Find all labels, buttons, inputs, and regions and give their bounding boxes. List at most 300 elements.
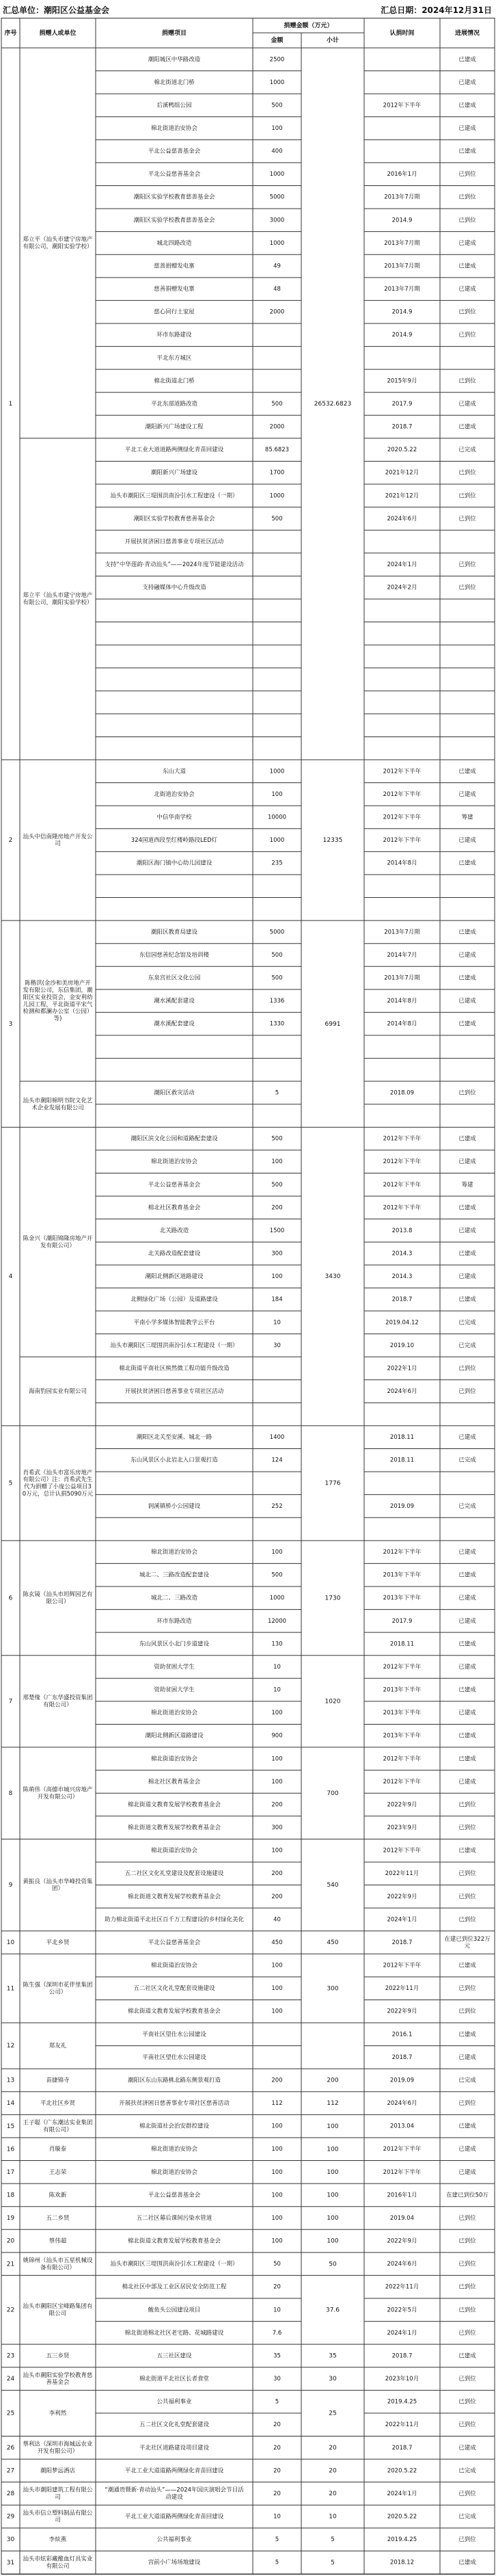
- row-progress: 已建成: [458, 1158, 476, 1166]
- row-project: 资助贫困大学生: [154, 1686, 195, 1694]
- donor-name: 汕头市潮阳棉明书院文化艺术企业发展有限公司: [23, 1098, 93, 1112]
- row-progress: 已建成: [458, 951, 476, 959]
- row-project: 北街道治安协会: [154, 791, 195, 798]
- row-project: 潮阳区海门镇中心幼儿园建设: [136, 860, 212, 867]
- group-subtotal: 37.6: [325, 2307, 340, 2314]
- group-subtotal: 100: [327, 2168, 339, 2176]
- row-project: 棉北街道治安协会: [150, 2168, 198, 2176]
- row-project: 潮阳区东山东路桃北路东侧景观打造: [127, 2077, 221, 2084]
- row-project: 五二社区幕后课间污染水管道: [136, 2214, 212, 2222]
- row-progress: 已建成: [458, 102, 476, 109]
- row-pledge-date: 2012年下半年: [383, 1204, 422, 1212]
- donor-name: 汕头中信南隆房地产开发公司: [23, 833, 93, 848]
- donor-name: 姚锦州（汕头市五星机械设备有限公司）: [23, 2257, 93, 2272]
- row-project: 鲅鱼头公园建设项目: [148, 2307, 201, 2314]
- row-pledge-date: 2014.3: [391, 1250, 413, 1258]
- row-amount: 200: [271, 1893, 283, 1900]
- row-progress: 已建成: [458, 1273, 476, 1281]
- row-progress: 已到位: [458, 2376, 476, 2383]
- row-progress: 在建已到位322万元: [444, 1935, 491, 1950]
- group-seq: 5: [8, 1480, 13, 1487]
- row-pledge-date: 2022年9月: [387, 1893, 417, 1900]
- row-amount: 1400: [269, 1434, 285, 1442]
- row-project: 平北东部道路改造: [150, 400, 198, 408]
- row-project: 潮阳城区中华路改造: [148, 56, 201, 64]
- row-pledge-date: 2022年9月: [387, 1801, 417, 1809]
- row-project: 棉北街道文教育发展学校教育基金会: [127, 1893, 221, 1900]
- row-project: 五二社区文化礼堂建设及配套设施建设: [124, 1870, 224, 1878]
- row-project: 棉北街道治安协会: [150, 1755, 198, 1763]
- row-pledge-date: 2014年8月: [387, 998, 417, 1005]
- group-subtotal: 100: [327, 2238, 339, 2245]
- row-project: 棉北街道治安协会: [150, 1847, 198, 1855]
- group-seq: 23: [6, 2352, 15, 2360]
- row-amount: 100: [271, 2168, 283, 2176]
- row-amount: 100: [271, 2192, 283, 2199]
- row-pledge-date: 2017.9: [391, 1617, 413, 1625]
- row-amount: 10: [273, 2513, 281, 2521]
- row-progress: 已完成: [458, 1342, 476, 1349]
- row-progress: 已建成: [458, 125, 476, 133]
- row-project: 慈善捐赠发电寨: [154, 263, 195, 270]
- row-progress: 已建成: [458, 2146, 476, 2153]
- row-amount: 10: [273, 1663, 281, 1671]
- group-seq: 25: [6, 2410, 15, 2417]
- row-pledge-date: 2015年9月: [387, 377, 417, 385]
- row-project: 棉北街道治安协会: [150, 1962, 198, 1969]
- row-project: 棉北街道文教育发展学校教育基金会: [127, 2008, 221, 2015]
- row-pledge-date: 2024年1月: [387, 561, 417, 569]
- row-project: 棉北社区教育基金会: [148, 1778, 201, 1785]
- group-seq: 26: [6, 2444, 15, 2452]
- donor-name: 五二乡贤: [46, 2214, 70, 2222]
- row-pledge-date: 2013年下半年: [383, 1710, 422, 1717]
- row-project: 潮阳区滨文化公园和道路配套建设: [130, 1135, 218, 1143]
- row-amount: 130: [271, 1641, 283, 1648]
- row-project: 汕头市潮阳区三堤围洪南汾引水工程建设（一期）: [110, 492, 238, 500]
- row-pledge-date: 2019.4.25: [387, 2536, 417, 2544]
- row-progress: 已完成: [458, 2077, 476, 2084]
- header-project: 捐赠项目: [161, 29, 187, 37]
- row-pledge-date: 2013年下半年: [383, 1686, 422, 1694]
- row-pledge-date: 2018.7: [391, 1296, 413, 1303]
- row-progress: 已到位: [458, 584, 476, 592]
- row-amount: 10000: [267, 814, 287, 821]
- row-pledge-date: 2012年下半年: [383, 2146, 422, 2153]
- row-project: 润溪镇桥小公园建设: [148, 1502, 201, 1510]
- row-project: 支持“中华莲韵·青动汕头”——2024年度节能建设活动: [105, 561, 244, 569]
- row-progress: 筹建: [461, 814, 473, 821]
- row-project: 平北公益慈善基金会: [148, 2192, 201, 2199]
- row-progress: 已建成: [458, 56, 476, 64]
- row-progress: 已建成: [458, 791, 476, 798]
- row-pledge-date: 2016年1月: [387, 2192, 417, 2199]
- donor-name: 平北社区乡贤: [40, 2100, 76, 2108]
- row-pledge-date: 2018.09: [389, 1089, 415, 1097]
- group-subtotal: 100: [327, 2146, 339, 2153]
- row-project: 后溪鸭组公园: [156, 102, 192, 109]
- header-subtotal: 小计: [326, 37, 340, 44]
- row-progress: 已建成: [458, 423, 476, 431]
- row-progress: 已到位: [458, 2490, 476, 2497]
- row-progress: 已到位: [458, 217, 476, 224]
- row-amount: 100: [271, 1847, 283, 1855]
- row-project: 五二社区文化礼堂配套建设: [139, 2421, 210, 2429]
- row-project: 棉北社区教育基金会: [148, 1204, 201, 1212]
- row-progress: 已建成: [458, 286, 476, 293]
- row-amount: 35: [273, 2352, 281, 2360]
- report-header: [0, 0, 496, 18]
- group-subtotal: 450: [327, 1939, 339, 1947]
- row-pledge-date: 2018.7: [391, 2444, 413, 2452]
- row-pledge-date: 2020.5.22: [387, 447, 417, 454]
- row-progress: 已建成: [458, 929, 476, 936]
- row-progress: 已建成: [458, 1663, 476, 1671]
- row-progress: 已到位: [458, 308, 476, 316]
- row-progress: 已到位: [458, 2307, 476, 2314]
- row-progress: 已到位: [458, 2329, 476, 2337]
- group-seq: 16: [6, 2146, 15, 2153]
- row-amount: 100: [271, 1985, 283, 1993]
- row-amount: 100: [271, 125, 283, 133]
- donor-name: 郑立平（汕头市建宁房地产有限公司，潮阳实验学校）: [23, 236, 93, 251]
- row-project: 东山风景区小北岩北入口景观打造: [130, 1457, 218, 1464]
- row-progress: 已建成: [458, 860, 476, 867]
- report-date-label: 汇总日期：2024年12月31日: [381, 5, 492, 15]
- group-seq: 22: [6, 2307, 15, 2314]
- row-amount: 20: [273, 2444, 281, 2452]
- row-pledge-date: 2012年下半年: [383, 837, 422, 845]
- row-pledge-date: 2014.9: [391, 308, 413, 316]
- row-progress: 已到位: [458, 1893, 476, 1900]
- donor-name: 李利然: [49, 2410, 67, 2417]
- row-pledge-date: 2013年7月期: [384, 194, 420, 201]
- row-progress: 已建成: [458, 1617, 476, 1625]
- donor-name: 汕头市潮阳建筑工程有限公司: [23, 2486, 93, 2501]
- row-pledge-date: 2013年下半年: [383, 1732, 422, 1740]
- row-project: 棉北街道治安协会: [150, 125, 198, 133]
- row-pledge-date: 2013年7月期: [384, 239, 420, 247]
- row-progress: 已到位: [458, 2008, 476, 2015]
- row-amount: 100: [271, 1273, 283, 1281]
- row-project: 开展扶贫济困日慈善事业专项社区活动: [124, 1388, 224, 1396]
- row-progress: 已建成: [458, 1755, 476, 1763]
- row-amount: 1000: [269, 79, 285, 86]
- header-donor: 捐赠人或单位: [39, 29, 77, 37]
- row-progress: 已建成: [458, 1686, 476, 1694]
- group-seq: 13: [6, 2077, 15, 2084]
- row-amount: 500: [271, 1135, 283, 1143]
- group-subtotal: 12335: [322, 837, 343, 845]
- row-project: 城北二、三路改造配套建设: [139, 1571, 210, 1579]
- row-amount: 2000: [269, 308, 285, 316]
- row-amount: 5: [275, 2536, 279, 2544]
- row-pledge-date: 2017.9: [391, 400, 413, 408]
- row-amount: 100: [271, 1549, 283, 1556]
- row-amount: 100: [271, 1962, 283, 1969]
- row-progress: 已到位: [458, 1985, 476, 1993]
- group-subtotal: 700: [327, 1790, 339, 1797]
- group-subtotal: 100: [327, 2215, 339, 2222]
- row-amount: 100: [271, 2146, 283, 2153]
- row-progress: 已建成: [458, 1732, 476, 1740]
- row-amount: 1000: [269, 768, 285, 775]
- donation-table: [0, 18, 496, 2575]
- group-seq: 12: [6, 2043, 15, 2050]
- row-amount: 184: [271, 1296, 283, 1303]
- donor-name: 汕头市炫彩藏酿血灯具实业有限公司: [23, 2555, 93, 2570]
- row-progress: 在建已到位50万: [446, 2192, 488, 2199]
- row-amount: 200: [271, 1204, 283, 1212]
- group-seq: 21: [6, 2261, 15, 2268]
- row-amount: 1000: [269, 1595, 285, 1602]
- row-project: 宫前小广场场地建设: [148, 2559, 201, 2566]
- row-pledge-date: 2014.9: [391, 332, 413, 339]
- row-project: 潮阳区实验学校教育慈善基金会: [133, 217, 215, 224]
- row-progress: 已建成: [458, 1549, 476, 1556]
- row-progress: 已建成: [458, 1641, 476, 1648]
- row-amount: 500: [271, 1181, 283, 1189]
- row-amount: 100: [271, 2214, 283, 2222]
- row-progress: 已完成: [458, 1457, 476, 1464]
- row-project: 公共福利事业: [156, 2398, 192, 2406]
- row-amount: 30: [273, 2376, 281, 2383]
- group-subtotal: 100: [327, 2123, 339, 2130]
- row-pledge-date: 2024年6月: [387, 1388, 417, 1396]
- row-project: 平北工业大道道路两侧绿化青苗回建设: [124, 2513, 224, 2521]
- row-progress: 已到位: [458, 1365, 476, 1372]
- row-pledge-date: 2013年7月期: [384, 974, 420, 982]
- group-subtotal: 1776: [325, 1480, 341, 1487]
- row-project: 慈心同行土家屋: [154, 308, 195, 316]
- row-pledge-date: 2013.04: [389, 2123, 415, 2130]
- group-subtotal: 26532.6823: [314, 401, 352, 408]
- group-seq: 2: [8, 837, 13, 845]
- row-progress: 已完成: [458, 1502, 476, 1510]
- row-progress: 已到位: [458, 377, 476, 385]
- donor-name: 肖希武（汕头市富乐房地产有限公司）注：肖希武先生代为捐赠了小庞公益项目3 0万元，总计认捐5090万元: [22, 1469, 94, 1498]
- row-amount: 252: [271, 1502, 283, 1510]
- row-project: 棉北街道治安协会: [150, 1710, 198, 1717]
- row-amount: 50: [273, 2261, 281, 2268]
- row-amount: 500: [271, 515, 283, 522]
- row-project: 棉北街道北门桥: [154, 377, 195, 385]
- group-subtotal: 30: [329, 2376, 337, 2383]
- group-seq: 10: [6, 1939, 15, 1947]
- report-unit-label: 汇总单位：潮阳区公益基金会: [3, 5, 110, 15]
- row-amount: 124: [271, 1457, 283, 1464]
- row-project: 支持融媒体中心升级改造: [142, 584, 206, 592]
- row-pledge-date: 2022年11月: [385, 1985, 419, 1993]
- row-pledge-date: 2023年9月: [387, 1824, 417, 1832]
- row-project: 北侧绿化广场（公园）及道路建设: [130, 1296, 218, 1303]
- row-amount: 1336: [269, 998, 285, 1005]
- row-project: 汕头市潮阳区三堤围洪南汾引水工程建设（一期）: [110, 2261, 238, 2268]
- row-progress: 已建成: [458, 837, 476, 845]
- group-subtotal: 25: [329, 2410, 337, 2417]
- row-project: 棉北街道平北社区长者食堂: [139, 2376, 210, 2383]
- row-project: 棉北社区中部及工业区居民安全防范工程: [122, 2283, 227, 2291]
- row-progress: 已建成: [458, 998, 476, 1005]
- table-border: [1, 18, 495, 2575]
- row-progress: 已建成: [458, 2031, 476, 2039]
- row-amount: 20: [273, 2490, 281, 2497]
- group-seq: 8: [8, 1790, 13, 1797]
- row-project: 平北工业大道道路两侧绿化青苗回建设: [124, 447, 224, 454]
- row-pledge-date: 2019.04: [389, 2214, 415, 2222]
- row-project: 潮阳区北关至安溪、城北一路: [136, 1434, 212, 1442]
- row-project: 棉北街道文教育发展学校教育基金会: [127, 1801, 221, 1809]
- group-subtotal: 200: [327, 2077, 339, 2084]
- row-progress: 已到位: [458, 2283, 476, 2291]
- row-project: 北关路改造: [159, 1227, 189, 1234]
- row-amount: 10: [273, 2307, 281, 2314]
- row-progress: 已建成: [458, 1227, 476, 1234]
- row-pledge-date: 2023年10月: [385, 2376, 419, 2383]
- row-project: “潮通贵暨新·青动汕头”——2024年国庆演唱会节目活动建设: [105, 2486, 244, 2501]
- row-pledge-date: 2014.9: [391, 217, 413, 224]
- row-progress: 已到位: [458, 1916, 476, 1924]
- row-progress: 已建成: [458, 1778, 476, 1785]
- row-amount: 500: [271, 400, 283, 408]
- donor-name: 王志荣: [49, 2168, 67, 2176]
- row-project: 潮阳区实验学校教育慈善基金会: [133, 194, 215, 201]
- row-pledge-date: 2012年下半年: [383, 1181, 422, 1189]
- group-subtotal: 1730: [325, 1595, 341, 1602]
- row-progress: 已到位: [458, 515, 476, 522]
- row-amount: 48: [273, 286, 281, 293]
- row-progress: 已完成: [458, 2467, 476, 2475]
- group-seq: 3: [8, 1020, 13, 1028]
- row-pledge-date: 2019.09: [389, 2077, 415, 2084]
- row-pledge-date: 2024年6月: [387, 2100, 417, 2108]
- row-amount: 400: [271, 148, 283, 155]
- donor-name: 陈楷洪(金沙和美房地产开发有限公司，东信集团，潮阳区实业投资会，金安利幼儿园工程，平北街道平宋气检测和都澜办公室（公园）等): [23, 980, 93, 1023]
- row-project: 潮阳区实验学校教育慈善基金会: [133, 515, 215, 522]
- group-seq: 29: [6, 2513, 15, 2521]
- donor-name: 汕头市潮阳实验学校教育慈善基金会: [23, 2372, 93, 2387]
- row-progress: 已完成: [458, 1319, 476, 1327]
- row-progress: 已到位: [458, 469, 476, 477]
- row-project: 助力棉北街道平北社区百千万工程建设的乡村绿化美化: [104, 1916, 245, 1924]
- group-subtotal: 540: [327, 1882, 339, 1889]
- row-amount: 100: [271, 2123, 283, 2130]
- row-project: 棉北街道治安协会: [150, 1158, 198, 1166]
- group-subtotal: 20: [329, 2467, 337, 2475]
- row-pledge-date: 2012年下半年: [383, 1663, 422, 1671]
- row-project: 平南社区望仕水公园建设: [142, 2054, 206, 2061]
- row-amount: 500: [271, 974, 283, 982]
- row-pledge-date: 2018.7: [391, 2352, 413, 2360]
- row-progress: 已建成: [458, 2444, 476, 2452]
- row-amount: 5000: [269, 929, 285, 936]
- row-progress: 已建成: [458, 1020, 476, 1028]
- row-progress: 已到位: [458, 561, 476, 569]
- row-amount: 500: [271, 1571, 283, 1579]
- row-amount: 300: [271, 1250, 283, 1258]
- row-amount: 2000: [269, 423, 285, 431]
- row-pledge-date: 2018.11: [389, 1457, 415, 1464]
- group-seq: 4: [8, 1273, 13, 1281]
- row-project: 棉北街道文教育发展学校教育基金会: [127, 1824, 221, 1832]
- row-amount: 20: [273, 2421, 281, 2429]
- row-progress: 已到位: [458, 332, 476, 339]
- row-progress: 已到位: [458, 2536, 476, 2544]
- row-amount: 200: [271, 1801, 283, 1809]
- row-progress: 已到位: [458, 194, 476, 201]
- row-progress: 已到位: [458, 1870, 476, 1878]
- row-pledge-date: 2014年8月: [387, 1020, 417, 1028]
- row-amount: 112: [271, 2100, 283, 2108]
- row-project: 平南小学多媒体智能教学云平台: [133, 1319, 215, 1327]
- row-pledge-date: 2018.11: [389, 1641, 415, 1648]
- row-progress: 已到位: [458, 171, 476, 178]
- group-subtotal: 1020: [325, 1698, 341, 1705]
- donor-name: 平北乡贤: [46, 1939, 70, 1946]
- row-amount: 5000: [269, 194, 285, 201]
- row-progress: 已建成: [458, 1296, 476, 1303]
- row-pledge-date: 2018.7: [391, 2054, 413, 2061]
- row-pledge-date: 2024年1月: [387, 2329, 417, 2337]
- row-progress: 已建成: [458, 768, 476, 775]
- row-project: 棉北街道文教育发展学校教育基金会: [127, 2238, 221, 2245]
- row-progress: 已建成: [458, 148, 476, 155]
- group-seq: 11: [6, 1985, 15, 1993]
- header-amount: 捐赠金额（万元）: [284, 22, 333, 29]
- row-amount: 20: [273, 2283, 281, 2291]
- group-seq: 31: [6, 2559, 15, 2566]
- row-project: 资助贫困大学生: [154, 1663, 195, 1671]
- row-project: 平北东方城区: [156, 354, 192, 362]
- row-amount: 100: [271, 1710, 283, 1717]
- row-pledge-date: 2012年下半年: [383, 1158, 422, 1166]
- row-progress: 已到位: [458, 1824, 476, 1832]
- donor-name: 蔡伟超: [49, 2238, 67, 2245]
- row-progress: 已完成: [458, 447, 476, 454]
- group-subtotal: 10: [329, 2513, 337, 2521]
- row-project: 慈善捐赠发电寨: [154, 286, 195, 293]
- row-pledge-date: 2019.04.12: [385, 1319, 419, 1327]
- row-pledge-date: 2013.8: [391, 1227, 413, 1234]
- row-project: 东信园慈善纪念馆及培训楼: [139, 951, 210, 959]
- row-pledge-date: 2012年下半年: [383, 791, 422, 798]
- row-pledge-date: 2012年下半年: [383, 768, 422, 775]
- row-amount: 100: [271, 1755, 283, 1763]
- row-progress: 已到位: [458, 2261, 476, 2268]
- donor-name: 汕头市信立塑料制品有限公司: [23, 2510, 93, 2524]
- row-pledge-date: 2012年下半年: [383, 1778, 422, 1785]
- row-pledge-date: 2013年下半年: [383, 1571, 422, 1579]
- row-progress: 筹建: [461, 1181, 473, 1189]
- row-project: 开展扶贫济困日慈善事业专项社区活动: [124, 538, 224, 546]
- row-progress: 已到位: [458, 2214, 476, 2222]
- row-pledge-date: 2020.5.22: [387, 2467, 417, 2475]
- row-amount: 100: [271, 1778, 283, 1785]
- donor-name: 汕头市潮阳区宝峰路集团有限公司: [23, 2303, 93, 2318]
- donor-name: 邢楚缘（广东华盛投资集团有限公司）: [23, 1695, 93, 1709]
- donor-name: 郑友礼: [49, 2043, 67, 2050]
- row-amount: 85.6823: [264, 447, 290, 454]
- row-project: 城北四路改造: [156, 239, 192, 247]
- row-progress: 已建成: [458, 239, 476, 247]
- group-seq: 6: [8, 1595, 13, 1602]
- row-pledge-date: 2012年下半年: [383, 1755, 422, 1763]
- row-pledge-date: 2022年5月: [387, 2307, 417, 2314]
- row-pledge-date: 2019.09: [389, 1502, 415, 1510]
- group-seq: 9: [8, 1882, 13, 1889]
- row-amount: 1000: [269, 492, 285, 500]
- row-project: 棉北街道北门桥: [154, 79, 195, 86]
